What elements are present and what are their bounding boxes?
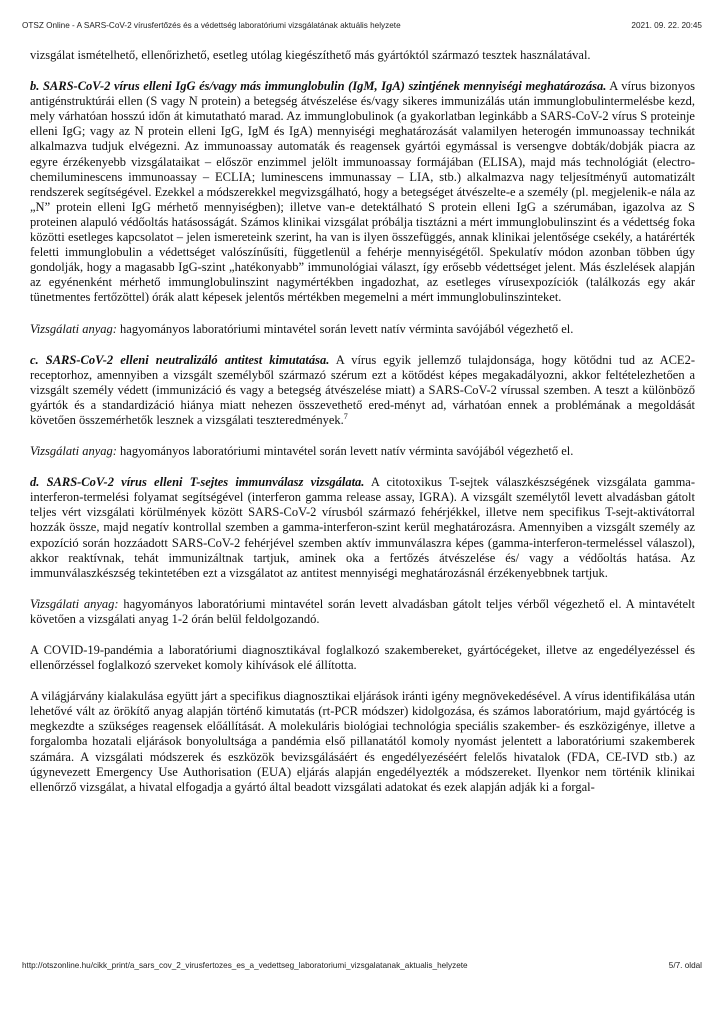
section-b-material (30, 322, 695, 337)
section-b (30, 79, 695, 305)
section-d-material (30, 597, 695, 627)
section-d-heading: d. SARS-CoV-2 vírus elleni T-sejtes immunválasz vizsgálata. (30, 475, 365, 490)
material-text: hagyományos laboratóriumi mintavétel során levett alvadásban gátolt teljes vérből végezhető el. A mintavételt követően a vizsgálati anyag 1-2 órán belül feldolgozandó. (30, 596, 695, 626)
section-d-body: A citotoxikus T-sejtek válaszkészségének vizsgálata gamma-interferon-termelési folyamat segítségével (interferon gamma release assay, IGRA). A vizsgált személytől levett alvadásban gátolt teljes vért vizsgálati körülmények között SARS-CoV-2 vírusból származó fehérjékkel, illetve nem specifikus T-sejt-aktivátorral hozzák össze, majd negatív kontrollal szemben a gamma-interferon-szint kerül meghatározásra. Amennyiben a vizsgált személy az expozíció során hozzáadott SARS-CoV-2 fehérjével szemben aktív immunválaszra képes (gamma-interferon-termeléssel válaszol), akkor reaktívnak, tehát immunizáltnak tartjuk, aminek oka a fertőzés átvészelése és/ vagy a védőoltás hatása. Az immunválaszkészség tekintetében ezt a vizsgálatot az antitest mennyiségi meghatározásnál érzékenyebbnek tartjuk. (30, 475, 696, 580)
article-body (30, 48, 695, 811)
paragraph-intro: vizsgálat ismételhető, ellenőrizhető, esetleg utólag kiegészíthető más gyártóktól származó tesztek használatával. (30, 48, 591, 62)
material-label: Vizsgálati anyag: (30, 444, 117, 459)
paragraph-covid: A COVID-19-pandémia a laboratóriumi diagnosztikával foglalkozó szakembereket, gyártócégeket, illetve az engedélyezéssel és ellenőrzéssel foglalkozó szerveket komoly kihívások elé állította. (30, 643, 695, 673)
section-c-body: A vírus egyik jellemző tulajdonsága, hogy kötődni tud az ACE2-receptorhoz, amennyiben a vizsgált személyből származó szérum ezt a kötődést képes megakadályozni, akkor feltételezhetően a vizsgált személy védett (immunizáció és vagy a betegség átvészelése miatt) a SARS-CoV-2 vírussal szemben. A teszt a különböző gyártók és a standardizáció hiánya miatt nehezen összevethető ered-ményt ad, várhatóan ennek a problémának a megoldását követően összemérhetők lesznek a vizsgálati teszteredmények. (30, 352, 695, 427)
paragraph-pandemic: A világjárvány kialakulása együtt járt a specifikus diagnosztikai eljárások iránti igény megnövekedésével. A vírus identifikálása után lehetővé vált az örökítő anyag alapján történő kimutatás (rt-PCR módszer) kidolgozása, és számos laboratórium, majd gyártócég is megkezdte a szükséges reagensek előállítását. A molekuláris biológiai technológia speciális szakember- és eszközigénye, illetve a forgalomba hozatali eljárások bonyolultsága a pandémia első pillanatától komoly nyomást jelentett a laboratóriumi szakemberek számára. A vizsgálati módszerek és eszközök bevizsgálásáért és engedélyezéséért felelős hivatalok (FDA, CE-IVD stb.) az úgynevezett Emergency Use Authorisation (EUA) eljárás alapján engedélyezték a módszereket. Ilyenkor nem történik klinikai ellenőrző vizsgálat, a hivatal elfogadja a gyártó által beadott vizsgálati adatokat és ezek alapján adják ki a forgal- (30, 689, 695, 794)
material-text: hagyományos laboratóriumi mintavétel során levett natív vérminta savójából végezhető el. (116, 444, 574, 459)
header-title: OTSZ Online - A SARS-CoV-2 vírusfertőzés és a védettség laboratóriumi vizsgálatának aktuális helyzete (22, 21, 401, 30)
material-text: hagyományos laboratóriumi mintavétel során levett natív vérminta savójából végezhető el. (116, 321, 574, 336)
footnote-ref[interactable]: 7 (343, 411, 348, 421)
footer-page-number: 5/7. oldal (668, 961, 702, 970)
print-footer (22, 961, 702, 970)
material-label: Vizsgálati anyag: (30, 321, 117, 336)
section-b-body: A vírus bizonyos antigénstruktúrái ellen (S vagy N protein) a betegség átvészelése és/vagy sikeres immunizálás után immunglobulintermelésbe kezd, mely várhatóan hosszú időn át kimutatható marad. Az immunglobulinok (a gyakorlatban leginkább a SARS-CoV-2 vírus S proteinje elleni IgG; vagy az N protein elleni IgG, IgM és IgA) mennyiségi meghatározását valamilyen heterogén immunoassay technikát alkalmazva tudjuk elvégezni. Az immunoassay automaták és reagensek gyártói egymással is versengve dobták/dobják piacra az egyre érzékenyebb vizsgálataikat – először enzimmel jelölt immunoassay formájában (ELISA), majd más technológiát (electro-chemiluminescens immunoassay – ECLIA; luminescens immunassay – LIA, stb.) alkalmazva nagy teljesítményű automatizált rendszerek segítségével. Ezekkel a módszerekkel megvizsgálható, hogy a betegséget átvészelte-e a személy (pl. megjelenik-e nála az „N” protein elleni IgG mérhető mennyiségben); illetve van-e detektálható S protein elleni IgG a szérumában, igazolva az S proteinen alapuló védőoltás hatásosságát. Számos klinikai vizsgálat próbálja tisztázni a mért immunglobulinszint és a védettség foka közötti esetleges kapcsolatot – jelen ismereteink szerint, ha van is ilyen összefüggés, annak klinikai jelentősége csekély, a határérték feletti immunglobulin a védettséget valószínűsíti, függetlenül a fehérje mennyiségétől. Spekulatív módon azonban többen úgy gondolják, hogy a magasabb IgG-szint „hatékonyabb” immunológiai választ, így erősebb védettséget jelent. Más észlelések alapján az egyénenként mérhető immunglobulinszint nagymértékben ingadozhat, az esetleges vírusexpozíciók (találkozás egy akár tünetmentes fertőzöttel) órák alatt képesek jelentős mértékben megemelni a mért immunglobulinszinteket. (30, 79, 695, 305)
section-b-heading: b. SARS-CoV-2 vírus elleni IgG és/vagy más immunglobulin (IgM, IgA) szintjének mennyiségi meghatározása. (30, 79, 607, 94)
section-c-heading: c. SARS-CoV-2 elleni neutralizáló antitest kimutatása. (30, 352, 330, 367)
material-label: Vizsgálati anyag: (30, 596, 119, 611)
print-header (22, 21, 702, 30)
section-d (30, 475, 695, 581)
section-c (30, 353, 695, 428)
header-datetime: 2021. 09. 22. 20:45 (631, 21, 702, 30)
footer-url[interactable]: http://otszonline.hu/cikk_print/a_sars_cov_2_virusfertozes_es_a_vedettseg_laboratoriumi_vizsgalatanak_aktualis_helyzete (22, 961, 468, 970)
section-c-material (30, 444, 695, 459)
